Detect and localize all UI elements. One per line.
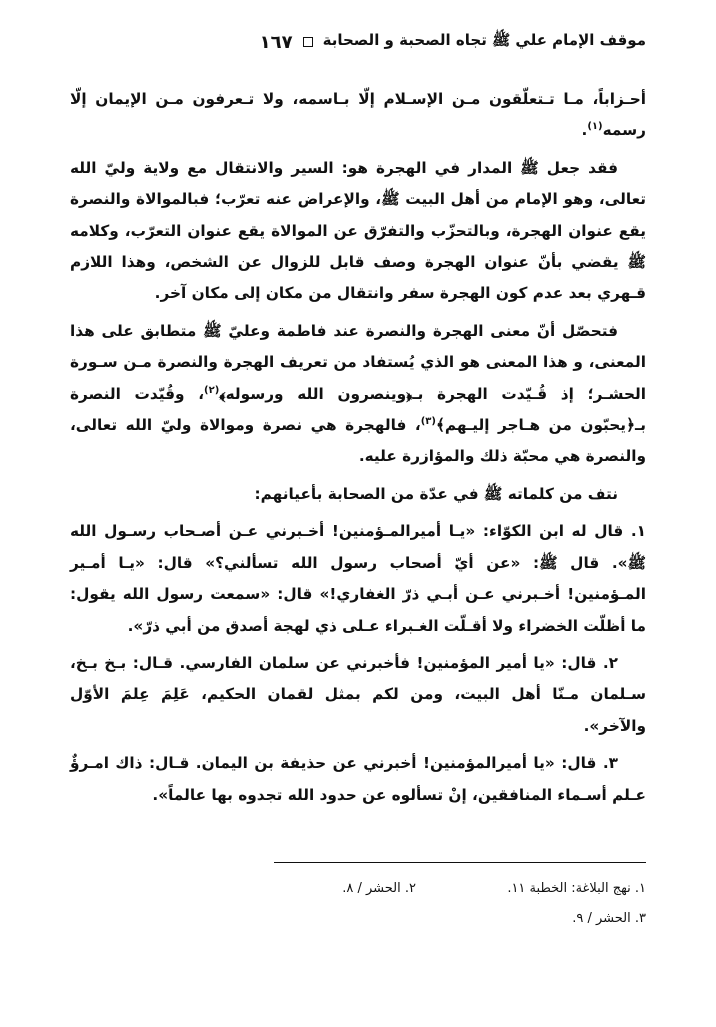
footnote-divider — [274, 862, 646, 863]
footnote-2: ٢. الحشر / ٨. — [342, 881, 416, 896]
paragraph-item-2: ٢. قال: «يا أمير المؤمنين! فأخبرني عن سلمان الفارسي. قـال: بـخ بـخ، سـلمان مـنّا أهل البيت، ومن لكم بمثل لقمان الحكيم، عَلِمَ عِلمَ الأوّل والآخر». — [70, 653, 646, 735]
footnote-row-2 — [70, 904, 646, 934]
footnote-1: ١. نهج البلاغة: الخطبة ١١. — [507, 881, 646, 896]
footnote-ref-1: (١) — [587, 121, 603, 133]
section-heading: نتف من كلماته ﷺ في عدّة من الصحابة بأعيانهم: — [254, 484, 618, 503]
footnote-ref-3: (٣) — [420, 415, 436, 427]
paragraph-3: فتحصّل أنّ معنى الهجرة والنصرة عند فاطمة وعليّ ﷺ متطابق على هذا المعنى، و هذا المعنى هو الذي يُستفاد من تعريف الهجرة والنصرة مـن سـورة الحشـر؛ إذ قُـيّدت الهجرة بـ﴿وينصرون الله ورسوله﴾$^{(٢)}$، وقُيّدت النصرة بـ﴿يحبّون من هـاجر إليـهم﴾$^{(٣)}$، فالهجرة هي نصرة وموالاة وليّ الله تعالى، والنصرة هي محبّة ذلك والمؤازرة عليه. — [70, 321, 647, 466]
page-number: ١٦٧ — [259, 31, 293, 53]
footnote-3: ٣. الحشر / ٩. — [572, 911, 646, 926]
main-text — [70, 84, 646, 811]
paragraph-item-1: ١. قال له ابن الكوّاء: «يـا أميرالمـؤمنين! أخـبرني عـن أصـحاب رسـول الله ﷺ». قال ﷺ: «عن أيّ أصحاب رسول الله تسألني؟» قال: «يـا أمـير المـؤمنين! أخـبرني عـن أبـي ذرّ الغفاري!» قال: «سمعت رسول الله يقول: ما أظلّت الخضراء ولا أقـلّت الغـبراء عـلى ذي لهجة أصدق من أبي ذرّ». — [70, 522, 646, 635]
footnote-ref-2: (٢) — [204, 384, 220, 396]
running-header — [70, 26, 646, 58]
paragraph-1: أحـزاباً، مـا تـتعلّقون مـن الإسـلام إلّا بـاسمه، ولا تـعرفون مـن الإيمان إلّا رسمه$^{(١)}$. — [70, 90, 646, 140]
header-title: موقف الإمام علي ﷺ تجاه الصحبة و الصحابة — [322, 31, 646, 49]
paragraph-item-3: ٣. قال: «يا أميرالمؤمنين! أخبرني عن حذيفة بن اليمان. قـال: ذاك امـرؤٌ عـلم أسـماء المنافقين، إنْ تسألوه عن حدود الله تجدوه بها عالماً». — [70, 754, 646, 804]
footnotes — [70, 874, 646, 934]
square-ornament-icon — [303, 37, 313, 47]
footnote-row-1 — [70, 874, 646, 904]
paragraph-2: فقد جعل ﷺ المدار في الهجرة هو: السير والانتقال مع ولاية وليّ الله تعالى، وهو الإمام من أهل البيت ﷺ، والإعراض عنه تعرّب؛ فبالموالاة والنصرة يقع عنوان الهجرة، وبالتحزّب والتفرّق عن الموالاة يقع عنوان التعرّب، وكلامه ﷺ يقضي بأنّ عنوان الهجرة وصف قابل للزوال عن الشخص، وهذا اللازم قـهري بعد عدم كون الهجرة سفر وانتقال من مكان إلى مكان آخر. — [70, 158, 646, 303]
